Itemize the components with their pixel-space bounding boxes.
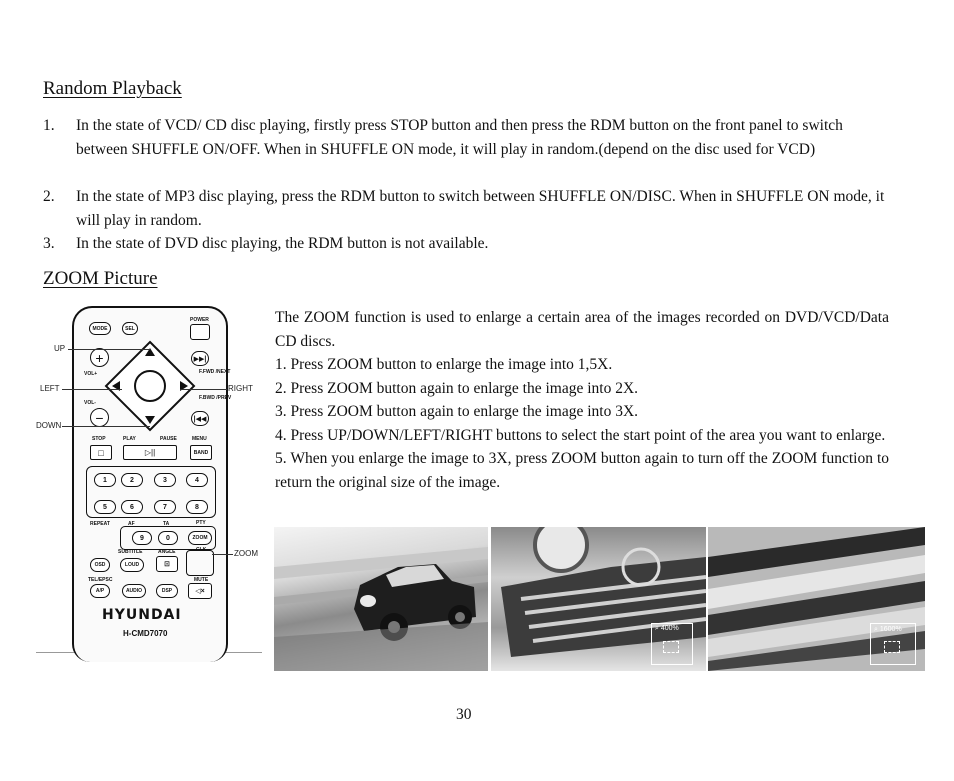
dsp-button: DSP: [156, 584, 178, 598]
band-button: BAND: [190, 445, 212, 460]
list-item-number: 2.: [43, 188, 55, 205]
zoom-step-2: 2. Press ZOOM button again to enlarge the image into 2X.: [275, 379, 639, 397]
power-label: POWER: [190, 317, 209, 323]
callout-line-right: [180, 389, 227, 390]
callout-line-zoom: [212, 554, 233, 555]
digit-5-button: 5: [94, 500, 116, 514]
callout-up: UP: [54, 344, 66, 353]
clk-label: CLK: [196, 547, 207, 553]
fbwd-label: F.BWD /PREV: [199, 395, 232, 401]
zoom-step-1: 1. Press ZOOM button to enlarge the image into 1,5X.: [275, 356, 613, 373]
page-number: 30: [456, 706, 472, 723]
list-item-number: 3.: [43, 235, 55, 252]
repeat-label: REPEAT: [90, 521, 110, 527]
osd-button: OSD: [90, 558, 110, 572]
pause-label: PAUSE: [160, 436, 177, 442]
mode-button: MODE: [89, 322, 111, 335]
digit-2-button: 2: [121, 473, 143, 487]
vol-plus-button: +: [90, 348, 109, 367]
model-label: H-CMD7070: [123, 629, 168, 638]
mute-label: MUTE: [194, 577, 209, 583]
photo-normal-size: [274, 527, 488, 671]
play-label: PLAY: [123, 436, 136, 442]
angle-button: ⊡: [156, 556, 178, 572]
vol-minus-label: VOL-: [84, 400, 96, 406]
stop-button: □: [90, 445, 112, 460]
callout-line-down: [62, 426, 150, 427]
car-icon: [274, 527, 488, 671]
digit-3-button: 3: [154, 473, 176, 487]
direction-pad: [102, 338, 198, 434]
photo-zoom-400: [491, 527, 706, 671]
list-item-text: In the state of DVD disc playing, the RDM button is not available.: [76, 235, 489, 252]
callout-line-up: [68, 349, 150, 350]
zoom-area-marker: [663, 641, 679, 653]
ap-button: A/P: [90, 584, 110, 598]
brand-logo: HYUNDAI: [102, 607, 182, 623]
list-item-text: In the state of MP3 disc playing, press the RDM button to switch between SHUFFLE ON/DISC. When in SHUFFLE ON mode, it will play in random.: [76, 188, 885, 229]
zoom-button: ZOOM: [188, 531, 212, 545]
loud-button: LOUD: [120, 558, 144, 572]
random-playback-list: [43, 114, 903, 264]
zoom-picture-heading: ZOOM Picture: [43, 268, 158, 289]
play-pause-button: ▷||: [123, 445, 177, 460]
angle-label: ANGLE: [158, 549, 176, 555]
callout-left: LEFT: [40, 384, 60, 393]
zoom-area-marker: [884, 641, 900, 653]
prev-button: |◀◀: [191, 411, 209, 426]
ffwd-label: F.FWD /NEXT: [199, 369, 231, 375]
zoom-level-text: 1600%: [879, 626, 902, 633]
callout-right: RIGHT: [228, 384, 253, 393]
zoom-step-4: 4. Press UP/DOWN/LEFT/RIGHT buttons to select the start point of the area you want to enlarge.: [275, 426, 886, 444]
zoom-intro-paragraph: The ZOOM function is used to enlarge a certain area of the images recorded on DVD/VCD/Data CD discs.: [275, 309, 889, 350]
clk-button: [186, 550, 214, 576]
digit-7-button: 7: [154, 500, 176, 514]
zoom-step-5: 5. When you enlarge the image to 3X, press ZOOM button again to turn off the ZOOM function to return the original size of the image.: [275, 450, 889, 491]
digit-0-button: 0: [158, 531, 178, 545]
zoom-level-text: 400%: [660, 625, 679, 632]
digit-6-button: 6: [121, 500, 143, 514]
random-playback-heading: Random Playback: [43, 78, 182, 99]
af-label: AF: [128, 521, 135, 527]
menu-label: MENU: [192, 436, 207, 442]
remote-control-illustration: [36, 298, 264, 654]
callout-zoom: ZOOM: [234, 549, 258, 558]
callout-line-left: [62, 389, 122, 390]
next-button: ▶▶|: [191, 351, 209, 366]
callout-down: DOWN: [36, 421, 62, 430]
zoom-instructions: [275, 306, 889, 494]
list-item-number: 1.: [43, 117, 55, 134]
digit-1-button: 1: [94, 473, 116, 487]
stop-label: STOP: [92, 436, 106, 442]
digit-9-button: 9: [132, 531, 152, 545]
sel-button: SEL: [122, 322, 138, 335]
digit-4-button: 4: [186, 473, 208, 487]
list-item-text: In the state of VCD/ CD disc playing, firstly press STOP button and then press the RDM button on the front panel to switch between SHUFFLE ON/OFF. When in SHUFFLE ON mode, it will play in random.(depend on the disc used for VCD): [76, 117, 843, 158]
audio-button: AUDIO: [122, 584, 146, 598]
subtitle-label: SUBTITLE: [118, 549, 143, 555]
digit-8-button: 8: [186, 500, 208, 514]
pty-label: PTY: [196, 520, 206, 526]
zoom-level-badge: ⌕ 1600%: [874, 626, 902, 633]
photo-zoom-1600: [708, 527, 925, 671]
zoom-step-3: 3. Press ZOOM button again to enlarge the image into 3X.: [275, 403, 639, 420]
telepsc-label: TEL/EPSC: [88, 577, 113, 583]
ta-label: TA: [163, 521, 170, 527]
vol-plus-label: VOL+: [84, 371, 98, 377]
vol-minus-button: −: [90, 408, 109, 427]
mute-button: ◁×: [188, 583, 212, 599]
zoom-level-badge: ⌕ 400%: [655, 625, 679, 632]
